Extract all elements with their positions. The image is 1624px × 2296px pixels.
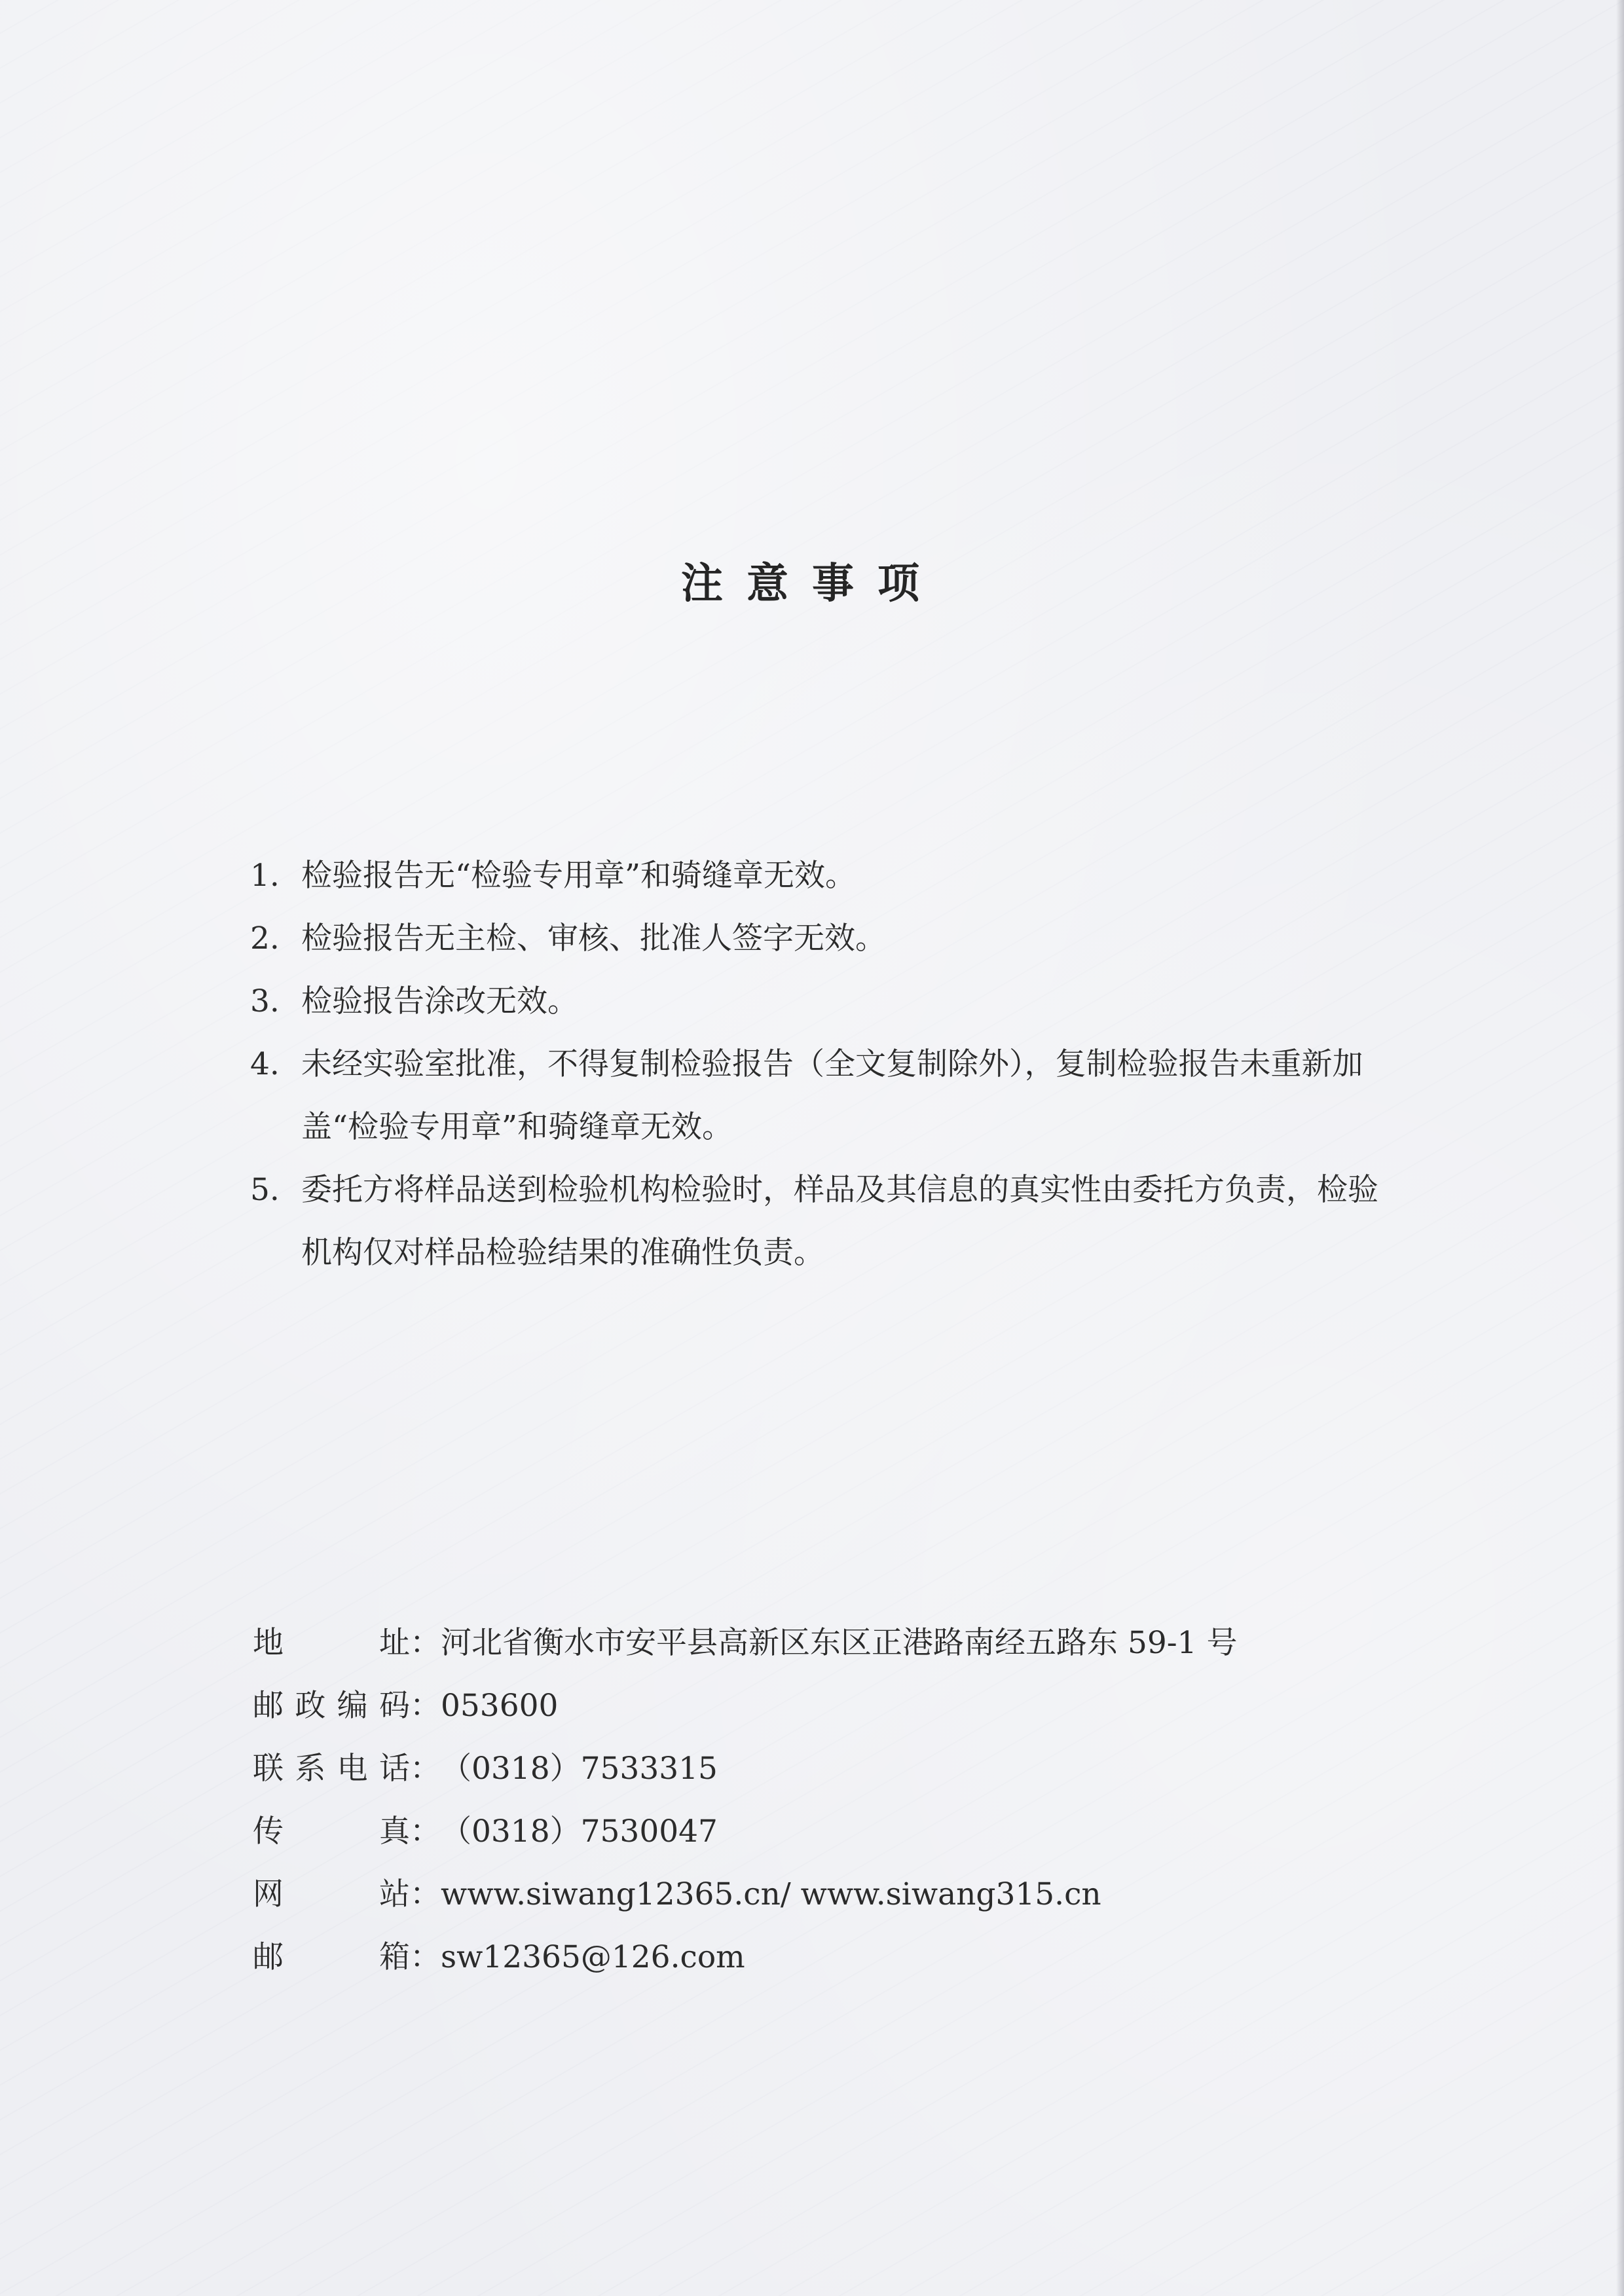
website-value: www.siwang12365.cn/ www.siwang315.cn <box>441 1876 1101 1912</box>
note-number: 4. <box>250 1046 280 1082</box>
contact-postcode <box>253 1675 1497 1738</box>
contact-label: 网站 <box>253 1876 410 1912</box>
note-text: 未经实验室批准，不得复制检验报告（全文复制除外），复制检验报告未重新加盖“检验专用章”和骑缝章无效。 <box>301 1046 1363 1145</box>
contact-info <box>253 1612 1497 1989</box>
contact-phone <box>253 1738 1497 1800</box>
contact-fax <box>253 1800 1497 1863</box>
address-value: 河北省衡水市安平县高新区东区正港路南经五路东 59-1 号 <box>441 1625 1238 1661</box>
contact-label: 邮箱 <box>253 1939 410 1975</box>
page-title: 注意事项 <box>681 560 943 608</box>
note-item <box>250 970 1403 1033</box>
note-item <box>250 1159 1403 1285</box>
page-edge-shadow <box>1616 0 1624 2296</box>
note-number: 5. <box>250 1172 280 1208</box>
contact-colon: ： <box>410 1688 441 1724</box>
note-text: 检验报告无主检、审核、批准人签字无效。 <box>301 920 886 957</box>
contact-label: 邮政编码 <box>253 1688 410 1724</box>
contact-colon: ： <box>410 1813 441 1850</box>
note-item <box>250 845 1403 907</box>
note-item <box>250 1033 1403 1159</box>
note-number: 1. <box>250 858 280 894</box>
notes-list <box>250 845 1403 1285</box>
contact-colon: ： <box>410 1625 441 1661</box>
note-item <box>250 907 1403 970</box>
note-text: 检验报告无“检验专用章”和骑缝章无效。 <box>301 858 857 894</box>
fax-value: （0318）7530047 <box>441 1813 718 1850</box>
contact-colon: ： <box>410 1939 441 1975</box>
contact-colon: ： <box>410 1876 441 1912</box>
contact-address <box>253 1612 1497 1675</box>
contact-website <box>253 1863 1497 1926</box>
contact-label: 传真 <box>253 1813 410 1850</box>
note-number: 2. <box>250 920 280 957</box>
note-number: 3. <box>250 983 280 1019</box>
note-text: 委托方将样品送到检验机构检验时，样品及其信息的真实性由委托方负责，检验机构仅对样品检验结果的准确性负责。 <box>301 1172 1378 1271</box>
contact-colon: ： <box>410 1751 441 1787</box>
contact-label: 联系电话 <box>253 1751 410 1787</box>
contact-email <box>253 1926 1497 1989</box>
contact-label: 地址 <box>253 1625 410 1661</box>
phone-value: （0318）7533315 <box>441 1751 718 1787</box>
email-value: sw12365@126.com <box>441 1939 745 1975</box>
note-text: 检验报告涂改无效。 <box>301 983 578 1019</box>
postcode-value: 053600 <box>441 1688 559 1724</box>
